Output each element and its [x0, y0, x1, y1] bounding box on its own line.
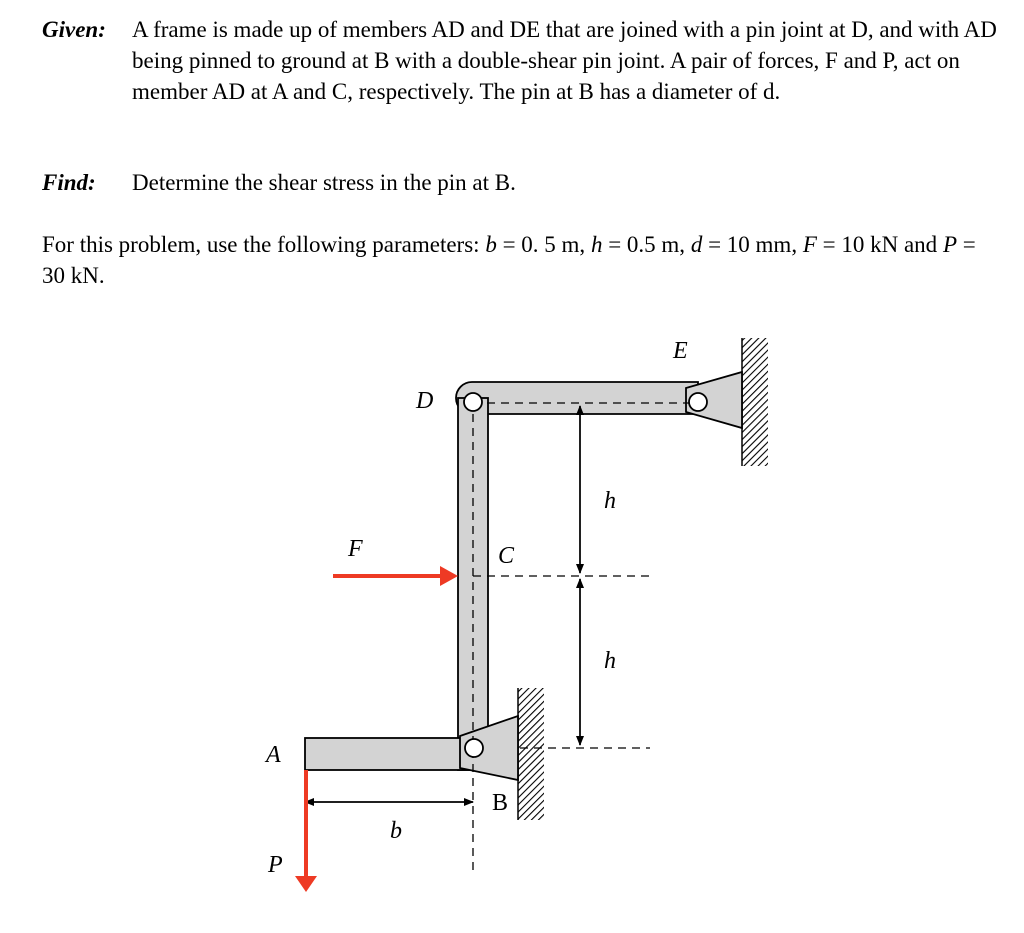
pin-E [689, 393, 707, 411]
label-h-lower: h [604, 648, 616, 674]
param-h-symbol: h [590, 232, 603, 257]
find-section [42, 167, 516, 199]
pin-B [465, 739, 483, 757]
ground-hatch-B [518, 688, 544, 820]
given-section [42, 14, 997, 144]
param-h-value: = 0.5 m, [602, 232, 691, 257]
pin-D [464, 393, 482, 411]
parameters-paragraph [42, 229, 1002, 291]
params-intro: For this problem, use the following parameters: [42, 232, 486, 257]
given-text: A frame is made up of members AD and DE that are joined with a pin joint at D, and with AD being pinned to ground at B with a double-shear pin joint. A pair of forces, F and P, act on member AD at A and C, respectively. The pin at B has a diameter of d. [132, 17, 997, 104]
label-B: B [492, 790, 509, 816]
param-F-value: = 10 kN and [816, 232, 943, 257]
label-D: D [416, 388, 434, 414]
frame-diagram [0, 300, 1024, 933]
param-F-symbol: F [802, 232, 817, 257]
force-P-head [295, 876, 317, 892]
label-A: A [266, 742, 281, 768]
param-d-symbol: d [690, 232, 703, 257]
label-C: C [498, 543, 515, 569]
param-b-symbol: b [485, 232, 497, 257]
label-P: P [268, 852, 283, 878]
param-P-value: = 30 kN. [42, 232, 976, 288]
param-b-value: = 0. 5 m, [496, 232, 591, 257]
find-text: Determine the shear stress in the pin at B. [132, 170, 516, 195]
member-DE [456, 382, 698, 414]
param-d-value: = 10 mm, [702, 232, 803, 257]
label-b: b [390, 818, 402, 844]
param-P-symbol: P [942, 232, 957, 257]
force-F-head [440, 566, 458, 586]
label-h-upper: h [604, 488, 616, 514]
member-AD-arm [305, 738, 470, 770]
find-label: Find: [42, 170, 96, 195]
label-E: E [673, 338, 688, 364]
given-label: Given: [42, 17, 106, 42]
label-F: F [348, 536, 363, 562]
ground-hatch-E [742, 338, 768, 466]
